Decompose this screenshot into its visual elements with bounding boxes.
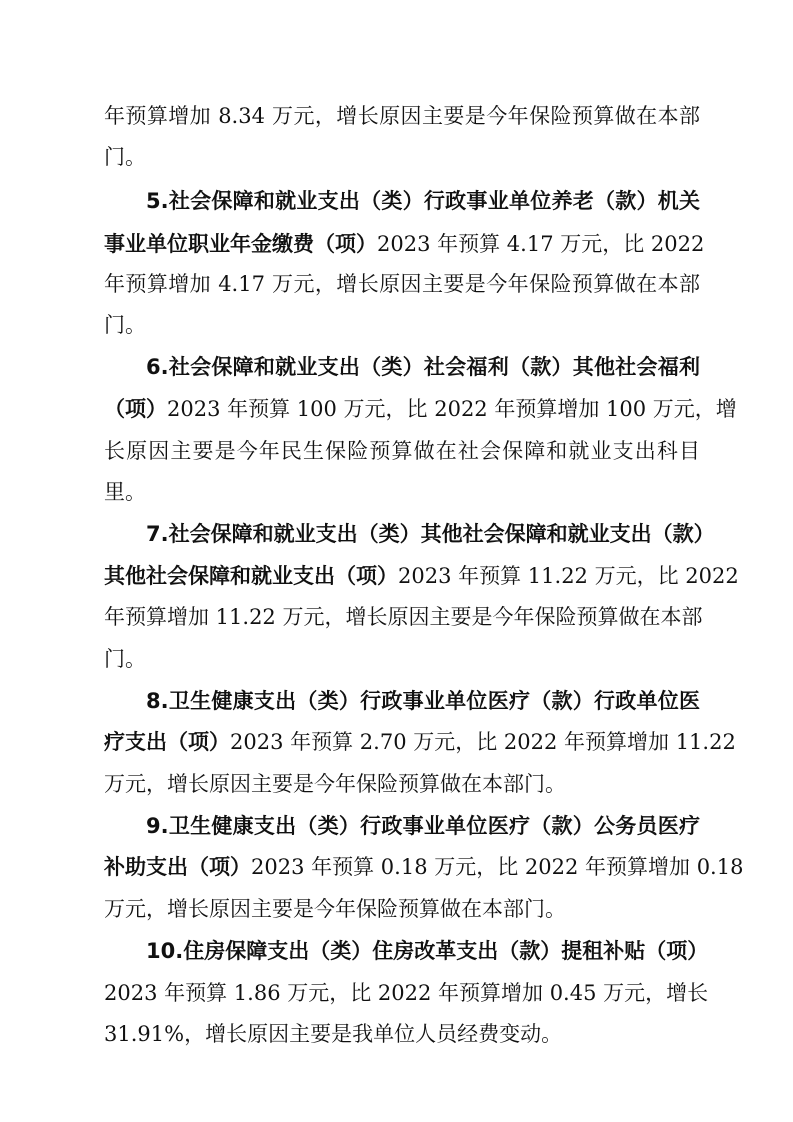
section-heading-9 <box>146 812 700 840</box>
heading-text: 6.社会保障和就业支出（类）社会福利（款）其他社会福利 <box>146 355 700 379</box>
body-text: 门。 <box>104 145 146 169</box>
body-line <box>104 895 700 923</box>
body-line <box>104 437 700 465</box>
section-heading-8 <box>146 687 700 715</box>
body-text: 31.91%，增长原因主要是我单位人员经费变动。 <box>104 1022 563 1046</box>
body-line <box>104 603 703 631</box>
body-text: 万元，增长原因主要是今年保险预算做在本部门。 <box>104 897 566 921</box>
heading-text: 补助支出（项） <box>104 855 251 879</box>
body-text: 里。 <box>104 480 146 504</box>
body-line <box>104 270 700 298</box>
body-text: 2023 年预算 0.18 万元，比 2022 年预算增加 0.18 <box>251 855 744 879</box>
heading-text: 其他社会保障和就业支出（项） <box>104 564 398 588</box>
body-line <box>104 979 709 1007</box>
body-text: 2023 年预算 11.22 万元，比 2022 <box>398 564 739 588</box>
section-heading-7 <box>146 520 715 548</box>
body-line <box>104 1020 700 1048</box>
body-text: 门。 <box>104 647 146 671</box>
heading-text: 9.卫生健康支出（类）行政事业单位医疗（款）公务员医疗 <box>146 814 700 838</box>
body-text: 门。 <box>104 313 146 337</box>
body-line <box>104 770 700 798</box>
body-text: 年预算增加 4.17 万元，增长原因主要是今年保险预算做在本部 <box>104 272 700 296</box>
body-text: 2023 年预算 4.17 万元，比 2022 <box>377 232 705 256</box>
body-line <box>104 645 700 673</box>
body-text: 2023 年预算 1.86 万元，比 2022 年预算增加 0.45 万元，增长 <box>104 981 709 1005</box>
heading-text: （项） <box>104 397 167 421</box>
body-line <box>104 143 700 171</box>
body-line <box>104 562 739 590</box>
heading-text: 8.卫生健康支出（类）行政事业单位医疗（款）行政单位医 <box>146 689 700 713</box>
body-text: 年预算增加 8.34 万元，增长原因主要是今年保险预算做在本部 <box>104 104 700 128</box>
body-text: 2023 年预算 100 万元，比 2022 年预算增加 100 万元，增 <box>167 397 737 421</box>
heading-text: 事业单位职业年金缴费（项） <box>104 232 377 256</box>
body-line <box>104 478 700 506</box>
section-heading-5 <box>146 187 700 215</box>
body-text: 2023 年预算 2.70 万元，比 2022 年预算增加 11.22 <box>230 730 736 754</box>
body-line <box>104 102 700 130</box>
body-text: 年预算增加 11.22 万元，增长原因主要是今年保险预算做在本部 <box>104 605 703 629</box>
heading-text: 10.住房保障支出（类）住房改革支出（款）提租补贴（项） <box>146 939 709 963</box>
body-line <box>104 395 737 423</box>
section-heading-10 <box>146 937 709 965</box>
body-line <box>104 728 736 756</box>
heading-text: 疗支出（项） <box>104 730 230 754</box>
section-heading-6 <box>146 353 700 381</box>
heading-text: 7.社会保障和就业支出（类）其他社会保障和就业支出（款） <box>146 522 715 546</box>
heading-text: 5.社会保障和就业支出（类）行政事业单位养老（款）机关 <box>146 189 700 213</box>
body-line <box>104 853 744 881</box>
body-text: 长原因主要是今年民生保险预算做在社会保障和就业支出科目 <box>104 439 700 463</box>
body-line <box>104 230 705 258</box>
body-line <box>104 311 700 339</box>
body-text: 万元，增长原因主要是今年保险预算做在本部门。 <box>104 772 566 796</box>
